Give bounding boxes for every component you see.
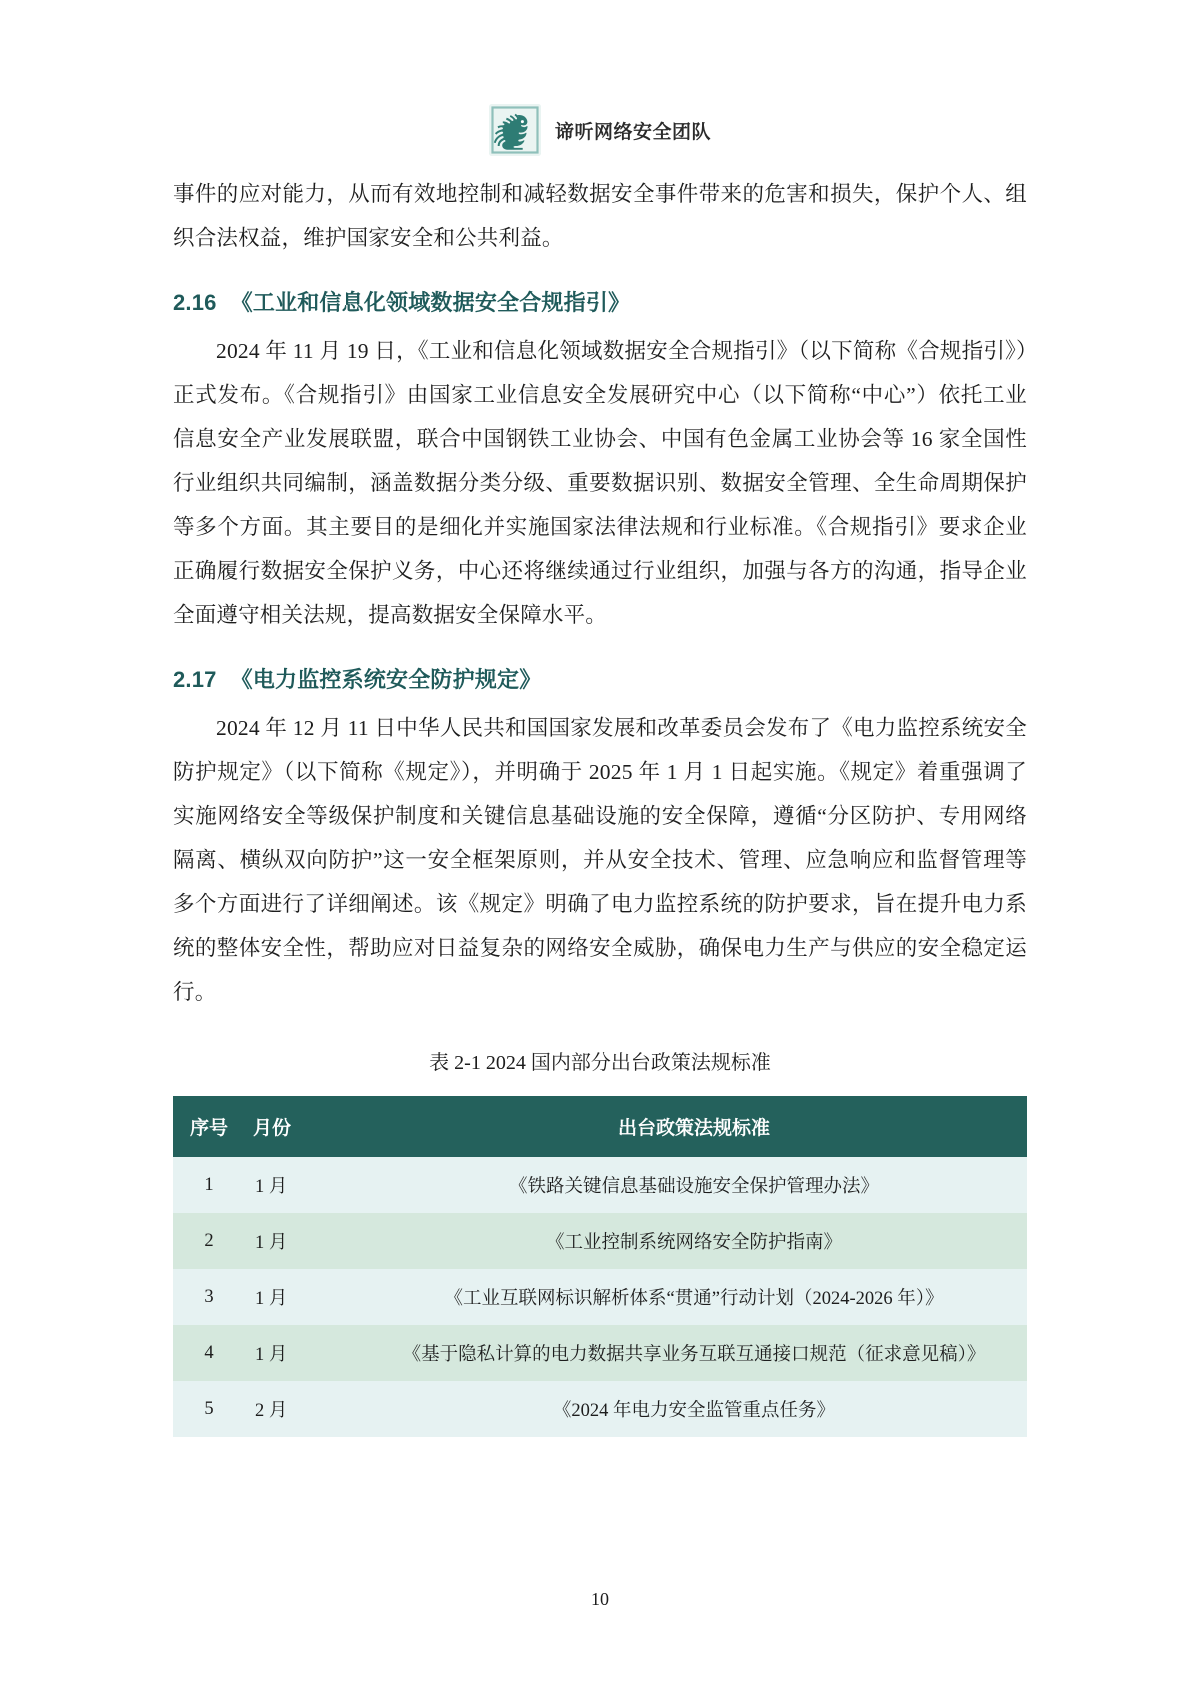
section-number: 2.16 [173, 290, 217, 315]
document-content [173, 162, 1027, 1437]
section-2-17-paragraph: 2024 年 12 月 11 日中华人民共和国国家发展和改革委员会发布了《电力监控系统安全防护规定》（以下简称《规定》），并明确于 2025 年 1 月 1 日起实施。《规定》着重强调了实施网络安全等级保护制度和关键信息基础设施的安全保障，遵循“分区防护、专用网络隔离、横纵双向防护”这一安全框架原则，并从安全技术、管理、应急响应和监督管理等多个方面进行了详细阐述。该《规定》明确了电力监控系统的防护要求，旨在提升电力系统的整体安全性，帮助应对日益复杂的网络安全威胁，确保电力生产与供应的安全稳定运行。 [173, 716, 1027, 1004]
column-header-name: 出台政策法规标准 [361, 1096, 1027, 1157]
cell-name: 《基于隐私计算的电力数据共享业务互联互通接口规范（征求意见稿）》 [402, 1345, 986, 1365]
cell-no: 1 [204, 1174, 214, 1195]
cell-no: 3 [204, 1286, 214, 1307]
cell-no: 4 [204, 1342, 214, 1363]
page-number: 10 [591, 1589, 609, 1609]
cell-no: 2 [204, 1230, 214, 1251]
section-number: 2.17 [173, 667, 217, 692]
section-heading-2-16 [173, 286, 1027, 317]
tiger-mascot-logo-icon [489, 104, 541, 156]
cell-month: 1 月 [255, 1345, 288, 1365]
cell-name: 《工业控制系统网络安全防护指南》 [545, 1233, 842, 1253]
policy-standards-table [173, 1096, 1027, 1437]
team-name-label: 谛听网络安全团队 [554, 121, 711, 143]
cell-name: 《工业互联网标识解析体系“贯通”行动计划（2024-2026 年）》 [444, 1289, 944, 1309]
cell-name: 《铁路关键信息基础设施安全保护管理办法》 [508, 1177, 879, 1197]
section-title: 《工业和信息化领域数据安全合规指引》 [230, 290, 631, 315]
table-header-row [173, 1096, 1027, 1157]
cell-month: 2 月 [255, 1401, 288, 1421]
table-row [173, 1325, 1027, 1381]
cell-no: 5 [204, 1398, 214, 1419]
section-2-16-paragraph: 2024 年 11 月 19 日，《工业和信息化领域数据安全合规指引》（以下简称《合规指引》）正式发布。《合规指引》由国家工业信息安全发展研究中心（以下简称“中心”）依托工业信息安全产业发展联盟，联合中国钢铁工业协会、中国有色金属工业协会等 16 家全国性行业组织共同编制，涵盖数据分类分级、重要数据识别、数据安全管理、全生命周期保护等多个方面。其主要目的是细化并实施国家法律法规和行业标准。《合规指引》要求企业正确履行数据安全保护义务，中心还将继续通过行业组织，加强与各方的沟通，指导企业全面遵守相关法规，提高数据安全保障水平。 [173, 339, 1027, 627]
page-header [0, 0, 1200, 162]
table-row [173, 1269, 1027, 1325]
cell-month: 1 月 [255, 1233, 288, 1253]
section-title: 《电力监控系统安全防护规定》 [230, 667, 542, 692]
table-header [173, 1096, 1027, 1157]
column-header-month: 月份 [245, 1096, 361, 1157]
cell-name: 《2024 年电力安全监管重点任务》 [552, 1401, 836, 1421]
table-caption: 表 2-1 2024 国内部分出台政策法规标准 [429, 1052, 771, 1074]
table-body [173, 1157, 1027, 1437]
intro-paragraph: 事件的应对能力，从而有效地控制和减轻数据安全事件带来的危害和损失，保护个人、组织合法权益，维护国家安全和公共利益。 [173, 182, 1027, 250]
table-row [173, 1213, 1027, 1269]
table-row [173, 1381, 1027, 1437]
section-heading-2-17 [173, 663, 1027, 694]
table-row [173, 1157, 1027, 1213]
column-header-no: 序号 [173, 1096, 245, 1157]
cell-month: 1 月 [255, 1177, 288, 1197]
cell-month: 1 月 [255, 1289, 288, 1309]
